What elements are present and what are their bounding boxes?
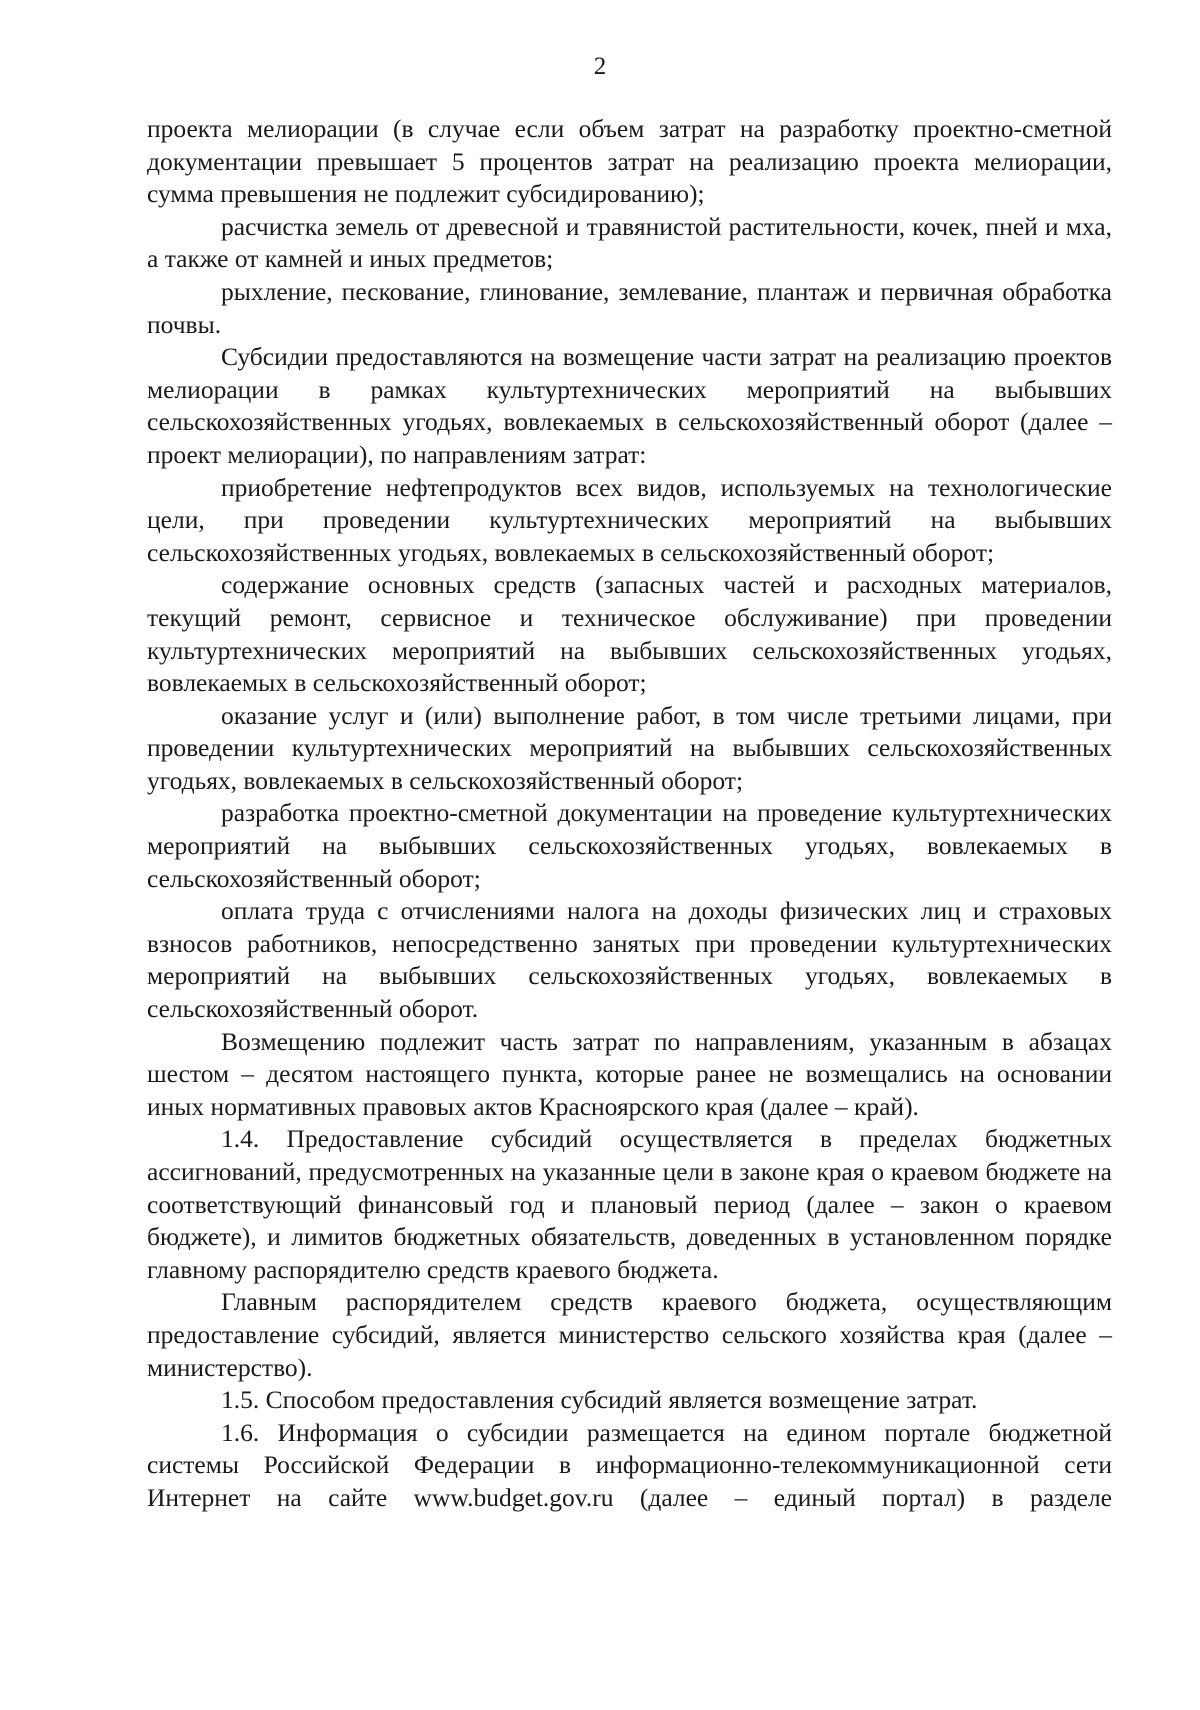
paragraph-labor-costs: оплата труда с отчислениями налога на доходы физических лиц и страховых взносов работников, непосредственно занятых при проведении культуртехнических мероприятий на выбывших сельскохозяйственных угодьях, вовлекаемых в сельскохозяйственный оборот. <box>147 896 1112 1024</box>
paragraph-main-manager: Главным распорядителем средств краевого бюджета, осуществляющим предоставление субсидий, является министерство сельского хозяйства края (далее – министерство). <box>147 1287 1112 1382</box>
paragraph-fixed-assets: содержание основных средств (запасных частей и расходных материалов, текущий ремонт, сервисное и техническое обслуживание) при проведении культуртехнических мероприятий на выбывших сельскохозяйственных угодьях, вовлекаемых в сельскохозяйственный оборот; <box>147 570 1112 698</box>
paragraph-section-1-6: 1.6. Информация о субсидии размещается на едином портале бюджетной системы Российской Федерации в информационно-телекоммуникационной сети Интернет на сайте www.budget.gov.ru (далее – единый портал) в разделе <box>147 1417 1112 1512</box>
paragraph-services: оказание услуг и (или) выполнение работ, в том числе третьими лицами, при проведении культуртехнических мероприятий на выбывших сельскохозяйственных угодьях, вовлекаемых в сельскохозяйственный оборот; <box>147 700 1112 795</box>
paragraph-continuation: проекта мелиорации (в случае если объем затрат на разработку проектно-сметной документации превышает 5 процентов затрат на реализацию проекта мелиорации, сумма превышения не подлежит субсидированию); <box>147 114 1112 209</box>
paragraph-reimbursement: Возмещению подлежит часть затрат по направлениям, указанным в абзацах шестом – десятом настоящего пункта, которые ранее не возмещались на основании иных нормативных правовых актов Красноярского края (далее – край). <box>147 1026 1112 1121</box>
paragraph-fuel-purchase: приобретение нефтепродуктов всех видов, используемых на технологические цели, при проведении культуртехнических мероприятий на выбывших сельскохозяйственных угодьях, вовлекаемых в сельскохозяйственный оборот; <box>147 472 1112 567</box>
page-number: 2 <box>593 53 607 80</box>
paragraph-design-docs: разработка проектно-сметной документации на проведение культуртехнических мероприятий на выбывших сельскохозяйственных угодьях, вовлекаемых в сельскохозяйственный оборот; <box>147 798 1112 893</box>
paragraph-subsidy-purpose: Субсидии предоставляются на возмещение части затрат на реализацию проектов мелиорации в рамках культуртехнических мероприятий на выбывших сельскохозяйственных угодьях, вовлекаемых в сельскохозяйственный оборот (далее – проект мелиорации), по направлениям затрат: <box>147 342 1112 469</box>
paragraph-land-clearing: расчистка земель от древесной и травянистой растительности, кочек, пней и мха, а также от камней и иных предметов; <box>147 211 1112 274</box>
paragraph-section-1-5: 1.5. Способом предоставления субсидий является возмещение затрат. <box>221 1385 978 1415</box>
paragraph-soil-treatment: рыхление, пескование, глинование, землевание, плантаж и первичная обработка почвы. <box>147 276 1112 339</box>
document-body <box>147 113 1112 1515</box>
paragraph-section-1-4: 1.4. Предоставление субсидий осуществляется в пределах бюджетных ассигнований, предусмотренных на указанные цели в законе края о краевом бюджете на соответствующий финансовый год и плановый период (далее – закон о краевом бюджете), и лимитов бюджетных обязательств, доведенных в установленном порядке главному распорядителю средств краевого бюджета. <box>147 1124 1112 1284</box>
